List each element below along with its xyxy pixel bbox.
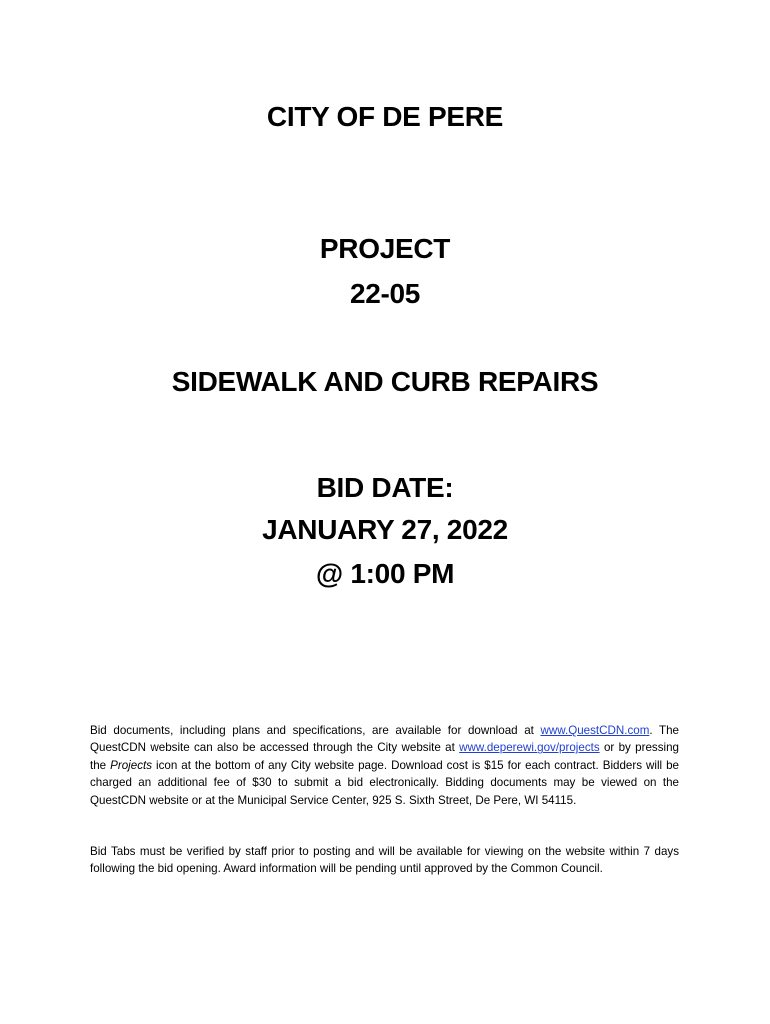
bid-documents-paragraph (90, 722, 679, 809)
paragraph-text: Bid documents, including plans and specifications, are available for download at (90, 724, 541, 737)
bid-tabs-paragraph: Bid Tabs must be verified by staff prior to posting and will be available for viewing on the website within 7 days following the bid opening. Award information will be pending until approved by the Common Council. (90, 845, 679, 876)
city-projects-link[interactable]: www.deperewi.gov/projects (459, 741, 600, 755)
bid-time-heading: @ 1:00 PM (315, 558, 455, 589)
paragraph-text: icon at the bottom of any City website page. Download cost is $15 for each contract. Bidders will be charged an additional fee of $30 to submit a bid electronically. Bidding documents may be viewed on the QuestCDN website or at the Municipal Service Center, 925 S. Sixth Street, De Pere, WI 54115. (90, 758, 680, 807)
bid-date-heading: JANUARY 27, 2022 (262, 514, 508, 545)
questcdn-link[interactable]: www.QuestCDN.com (540, 724, 650, 737)
project-label-heading: PROJECT (319, 233, 451, 264)
project-number-heading: 22-05 (349, 278, 421, 309)
project-title-heading: SIDEWALK AND CURB REPAIRS (171, 366, 599, 397)
bid-date-label-heading: BID DATE: (316, 472, 454, 503)
paragraph-text: or by pressing the (90, 741, 679, 772)
projects-word: Projects (110, 758, 153, 772)
city-name-heading: CITY OF DE PERE (266, 101, 504, 132)
paragraph-text: . The QuestCDN website can also be accessed through the City website at (90, 724, 679, 755)
